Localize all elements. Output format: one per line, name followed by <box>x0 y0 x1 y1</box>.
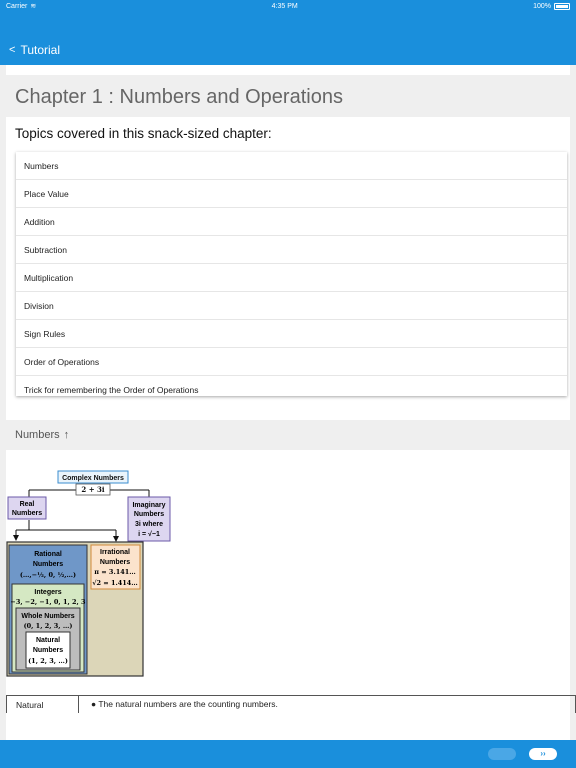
back-button[interactable] <box>9 43 60 57</box>
previous-button[interactable] <box>488 748 516 760</box>
status-time: 4:35 PM <box>271 2 298 10</box>
rational-label-1: Rational <box>34 551 62 558</box>
topic-item-order-of-operations[interactable]: Order of Operations <box>16 348 567 376</box>
page-title: Chapter 1 : Numbers and Operations <box>15 86 343 108</box>
battery-percent: 100% <box>533 2 551 10</box>
whole-label-1: Whole Numbers <box>21 613 75 620</box>
next-button[interactable]: ›› <box>529 748 557 760</box>
wifi-icon: ≋ <box>30 3 37 10</box>
topic-item-multiplication[interactable]: Multiplication <box>16 264 567 292</box>
imaginary-label-3: 3i where <box>134 521 164 528</box>
topic-item-place-value[interactable]: Place Value <box>16 180 567 208</box>
natural-label-1: Natural <box>35 637 61 644</box>
natural-label-2: Numbers <box>32 647 64 654</box>
table-cell-term: Natural <box>7 696 79 713</box>
integers-label-1: Integers <box>34 589 62 596</box>
topic-item-order-trick[interactable]: Trick for remembering the Order of Operations <box>24 385 199 395</box>
chapter-header <box>6 75 570 117</box>
natural-label-3: (1, 2, 3, …) <box>28 657 68 665</box>
carrier-label: Carrier <box>6 2 28 10</box>
imaginary-label-4: i = √−1 <box>138 531 160 538</box>
rational-label-2: Numbers <box>32 561 64 568</box>
topic-item-sign-rules[interactable]: Sign Rules <box>16 320 567 348</box>
real-label-2: Numbers <box>11 510 43 517</box>
whole-label-2: (0, 1, 2, 3, …) <box>23 622 73 630</box>
topics-intro: Topics covered in this snack-sized chapter: <box>15 126 272 141</box>
definition-text: The natural numbers are the counting numbers. <box>98 699 278 709</box>
irrational-label-3: π = 3.141… <box>94 568 136 576</box>
status-bar <box>0 0 576 12</box>
imaginary-label-1: Imaginary <box>132 502 166 509</box>
irrational-label-4: √2 = 1.414… <box>92 579 138 587</box>
imaginary-label-2: Numbers <box>133 511 165 518</box>
table-cell-definition <box>79 696 278 713</box>
status-left <box>6 2 36 10</box>
bottom-toolbar <box>0 740 576 768</box>
real-label-1: Real <box>19 501 35 508</box>
topic-item-addition[interactable]: Addition <box>16 208 567 236</box>
right-gutter <box>570 65 576 740</box>
battery-icon <box>554 3 570 10</box>
topic-item-division[interactable]: Division <box>16 292 567 320</box>
integers-label-2: −3, −2, −1, 0, 1, 2, 3 <box>10 598 86 606</box>
number-sets-diagram <box>6 468 176 678</box>
topic-item-numbers[interactable]: Numbers <box>16 152 567 180</box>
topic-item-subtraction[interactable]: Subtraction <box>16 236 567 264</box>
back-label: Tutorial <box>20 43 61 57</box>
arrow-up-icon[interactable]: ↑ <box>63 429 70 441</box>
nav-bar <box>0 12 576 65</box>
complex-numbers-label: Complex Numbers <box>62 475 124 482</box>
bullet-icon: ● <box>91 699 97 709</box>
topics-list <box>16 152 567 396</box>
section-title: Numbers <box>15 429 60 441</box>
irrational-label-2: Numbers <box>99 559 131 566</box>
section-header-numbers <box>6 420 570 450</box>
status-right <box>533 3 570 10</box>
table-row <box>6 695 576 713</box>
irrational-label-1: Irrational <box>100 549 130 556</box>
complex-example: 2 + 3i <box>81 485 105 494</box>
rational-label-3: (…,−½, 0, ½,…) <box>19 571 77 579</box>
chevron-left-icon: < <box>9 44 16 56</box>
